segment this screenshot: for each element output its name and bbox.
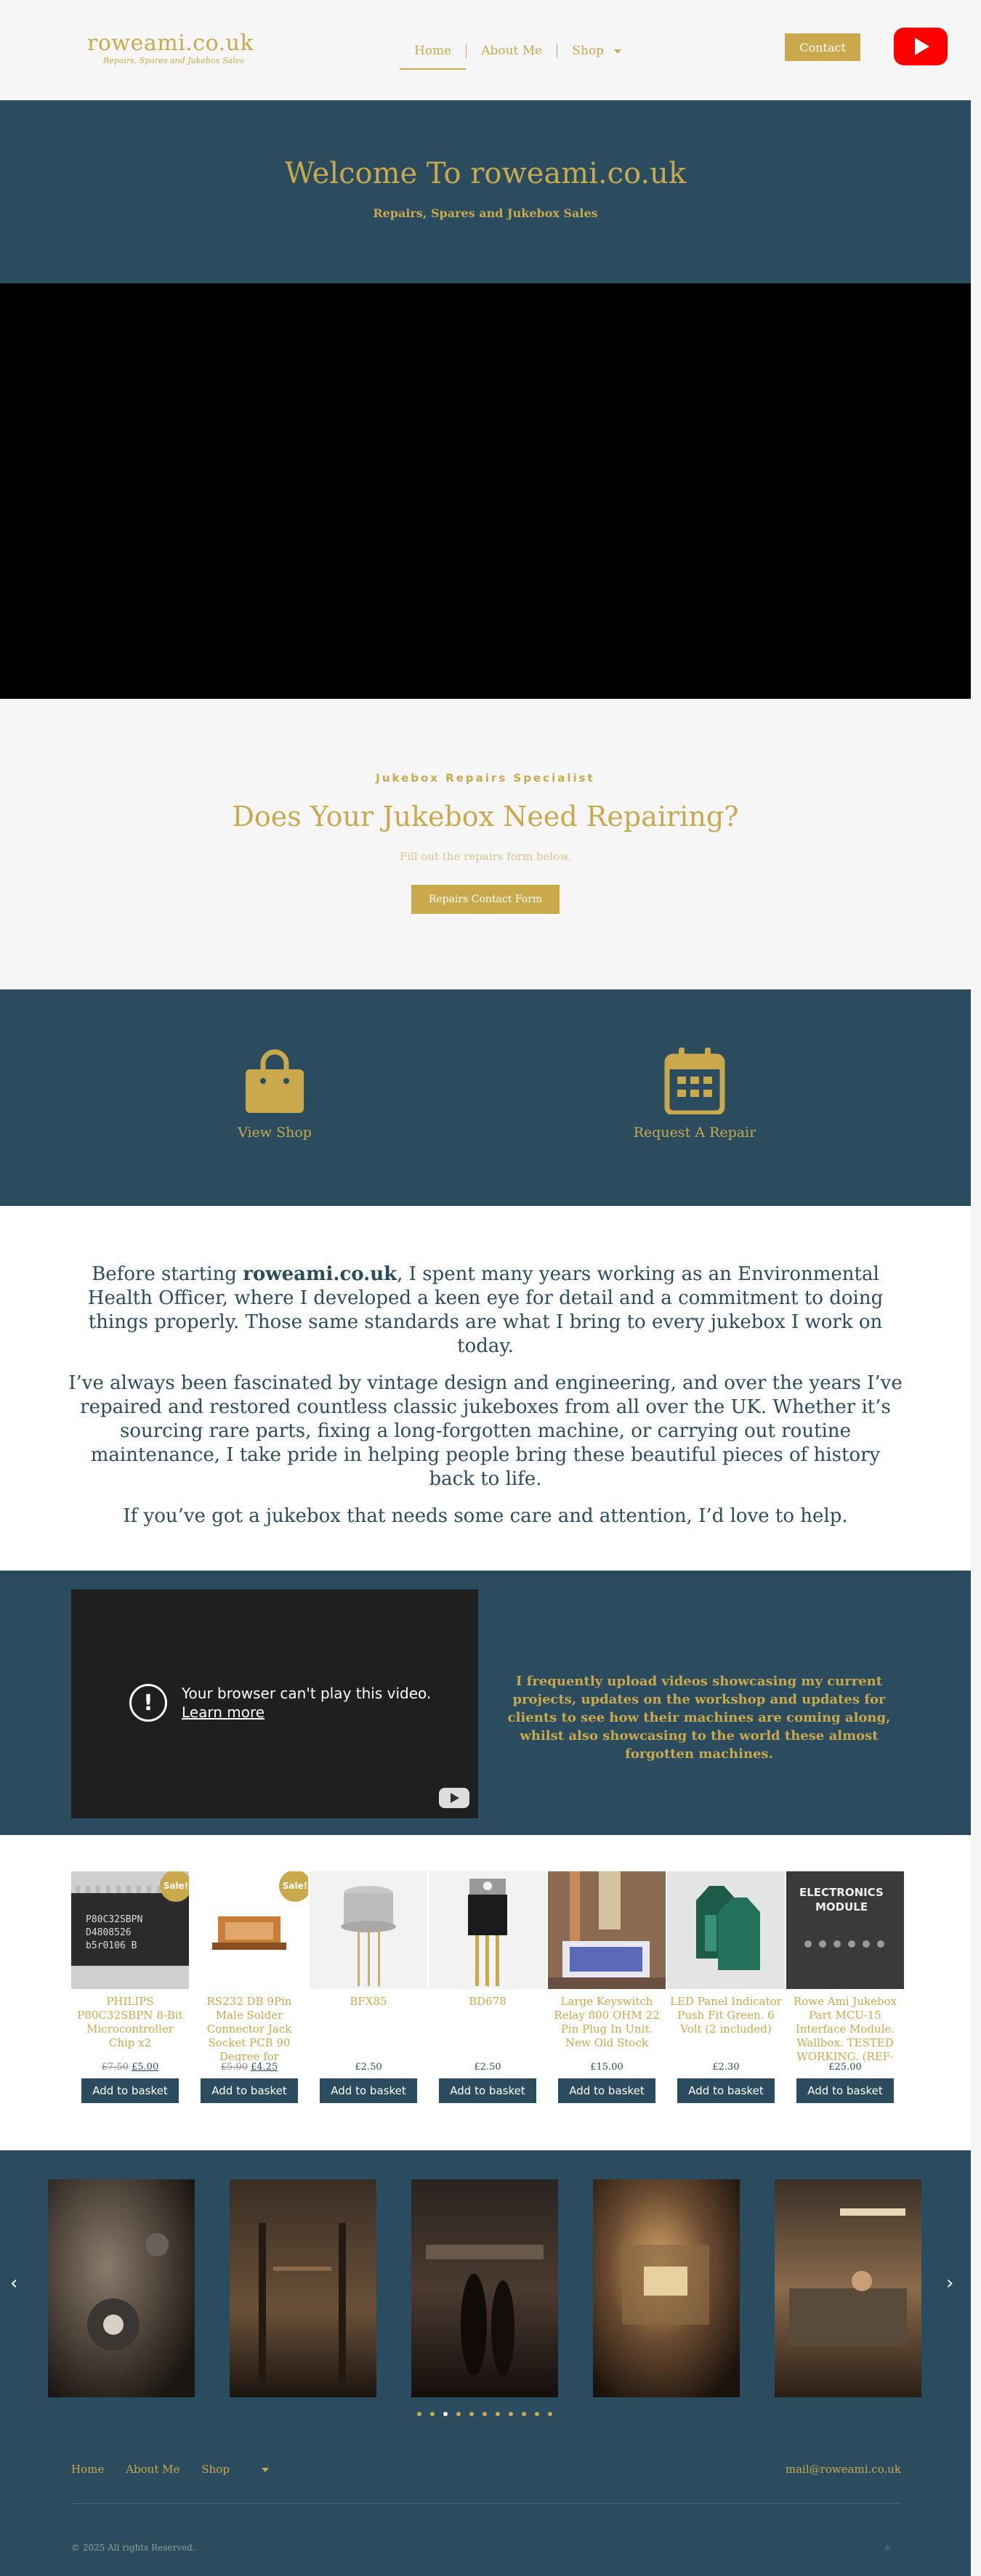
logo-name: roweami.co.uk [87, 31, 254, 56]
about-text: Before starting [92, 1263, 243, 1285]
product-price: £2.30 [712, 2062, 740, 2073]
footer-nav-shop-label: Shop [201, 2463, 230, 2476]
product-price: £25.00 [828, 2062, 862, 2073]
sale-badge: Sale! [279, 1871, 308, 1902]
product-name[interactable]: BFX85 [350, 1995, 387, 2008]
carousel-dot[interactable] [469, 2412, 474, 2416]
product-price [71, 2062, 189, 2073]
repairs-kicker: Jukebox Repairs Specialist [376, 771, 595, 785]
product-image[interactable] [71, 1871, 189, 1989]
product-name[interactable]: RS232 DB 9Pin Male Solder Connector Jack Socket PCB 90 Degree for [206, 1995, 292, 2062]
view-shop-link[interactable] [166, 1048, 384, 1141]
video-description: I frequently upload videos showcasing my current projects, updates on the workshop and updates for clients to see how their machines are coming along, whilst also showcasing to the world these almost forgotten machines. [507, 1674, 891, 1762]
gallery-photo[interactable] [775, 2179, 921, 2397]
alert-icon: ! [129, 1684, 167, 1722]
page-edge [971, 0, 981, 2576]
carousel-dot[interactable] [509, 2412, 513, 2416]
product-price: £2.50 [355, 2062, 382, 2073]
add-to-basket-button[interactable]: Add to basket [677, 2078, 775, 2103]
video-error [129, 1684, 431, 1722]
product-image[interactable] [310, 1871, 427, 1989]
footer-nav [71, 2463, 312, 2476]
gallery-photo[interactable] [411, 2179, 558, 2397]
add-to-basket-button[interactable]: Add to basket [558, 2078, 655, 2103]
nav-shop[interactable] [557, 44, 636, 58]
carousel-dot[interactable] [417, 2412, 421, 2416]
product-name[interactable]: PHILIPS P80C32SBPN 8-Bit Microcontroller Chip x2 [77, 1995, 183, 2049]
svg-text:b5r0106 B: b5r0106 B [86, 1940, 137, 1951]
request-repair-link[interactable] [586, 1048, 804, 1141]
carousel-next-button[interactable]: › [946, 2272, 954, 2294]
video-section [0, 1571, 971, 1835]
svg-text:ELECTRONICS: ELECTRONICS [799, 1886, 884, 1899]
learn-more-link[interactable]: Learn more [182, 1704, 265, 1721]
footer-nav-about[interactable]: About Me [126, 2463, 180, 2476]
chevron-down-icon [262, 2468, 269, 2472]
add-to-basket-button[interactable]: Add to basket [81, 2078, 179, 2103]
nav-shop-label: Shop [572, 44, 605, 58]
hero-section [0, 100, 971, 283]
product-price [190, 2062, 308, 2073]
main-nav [400, 44, 636, 58]
about-brand: roweami.co.uk [243, 1263, 397, 1285]
youtube-icon[interactable] [439, 1788, 469, 1808]
product-name[interactable]: Rowe Ami Jukebox Part MCU-15 Interface Module. Wallbox. TESTED WORKING. (REF- [793, 1995, 897, 2062]
play-icon [915, 38, 929, 55]
product-image[interactable] [429, 1871, 546, 1989]
youtube-icon[interactable] [894, 28, 948, 65]
carousel-dot[interactable] [522, 2412, 526, 2416]
old-price: £5.00 [220, 2062, 248, 2073]
about-paragraph-3: If you’ve got a jukebox that needs some care and attention, I’d love to help. [123, 1505, 848, 1527]
calendar-icon [664, 1048, 725, 1114]
product-card [786, 1871, 904, 2103]
carousel-prev-button[interactable]: ‹ [10, 2272, 18, 2294]
add-to-basket-button[interactable]: Add to basket [201, 2078, 298, 2103]
product-card [667, 1871, 785, 2103]
product-price: £15.00 [590, 2062, 623, 2073]
carousel-dot[interactable] [548, 2412, 552, 2416]
products-section [0, 1835, 971, 2150]
video-player[interactable] [71, 1589, 478, 1818]
footer-divider [71, 2503, 901, 2504]
site-header [0, 0, 971, 100]
old-price: £7.50 [101, 2062, 129, 2073]
repairs-section [0, 699, 971, 989]
shopping-bag-icon [244, 1048, 305, 1114]
svg-text:P80C32SBPN: P80C32SBPN [86, 1914, 143, 1925]
gallery-photo[interactable] [48, 2179, 195, 2397]
product-card [190, 1871, 308, 2103]
footer-nav-home[interactable]: Home [71, 2463, 105, 2476]
carousel-dot[interactable] [496, 2412, 500, 2416]
product-card [429, 1871, 546, 2103]
view-shop-label: View Shop [238, 1125, 312, 1141]
about-paragraph-2: I’ve always been fascinated by vintage design and engineering, and over the years I’ve repaired and restored countless classic jukeboxes from all over the UK. Whether it’s sourcing rare parts, fixing a long-forgotten machine, or carrying out routine maintenance, I take pride in helping people bring these beautiful pieces of history back to life. [68, 1372, 903, 1490]
product-card [548, 1871, 666, 2103]
quick-links [0, 989, 971, 1206]
svg-text:MODULE: MODULE [815, 1900, 868, 1913]
scroll-top-icon[interactable]: ▲ [884, 2541, 891, 2551]
carousel-dot[interactable] [430, 2412, 435, 2416]
product-image[interactable] [548, 1871, 666, 1989]
product-image[interactable] [190, 1871, 308, 1989]
repairs-title: Does Your Jukebox Need Repairing? [232, 801, 739, 833]
contact-button[interactable]: Contact [785, 33, 860, 61]
product-name[interactable]: LED Panel Indicator Push Fit Green. 6 Volt (2 included) [670, 1995, 782, 2036]
repairs-note: Fill out the repairs form below. [399, 850, 572, 863]
footer-email-link[interactable]: mail@roweami.co.uk [785, 2463, 901, 2476]
footer-copyright: © 2025 All rights Reserved. [71, 2543, 195, 2553]
nav-home[interactable]: Home [400, 44, 466, 58]
add-to-basket-button[interactable]: Add to basket [320, 2078, 417, 2103]
site-logo[interactable] [87, 31, 254, 65]
product-card [71, 1871, 189, 2103]
product-image[interactable] [786, 1871, 904, 1989]
product-name[interactable]: Large Keyswitch Relay 800 OHM 22 Pin Plug In Unit. New Old Stock [554, 1995, 660, 2049]
chevron-down-icon [614, 49, 621, 54]
about-paragraph-1 [68, 1263, 903, 1358]
sale-price: £5.00 [132, 2062, 159, 2073]
carousel-dots [417, 2412, 561, 2416]
about-text: , I spent many years working as an Environmental Health Officer, where I developed a keen eye for detail and a commitment to doing things properly. Those same standards are what I bring to every jukebox I work on today. [87, 1263, 884, 1357]
add-to-basket-button[interactable]: Add to basket [796, 2078, 894, 2103]
product-card [310, 1871, 427, 2103]
video-error-text: Your browser can't play this video. [182, 1685, 432, 1702]
nav-about[interactable]: About Me [481, 44, 543, 58]
svg-text:D4808526: D4808526 [86, 1927, 132, 1938]
logo-tagline: Repairs, Spares and Jukebox Sales [103, 56, 244, 65]
play-icon [451, 1793, 459, 1803]
sale-badge: Sale! [160, 1871, 189, 1902]
product-image[interactable] [667, 1871, 785, 1989]
repairs-contact-button[interactable]: Repairs Contact Form [411, 885, 560, 914]
product-price: £2.50 [474, 2062, 501, 2073]
hero-title: Welcome To roweami.co.uk [284, 157, 687, 190]
carousel-dot[interactable] [443, 2412, 448, 2416]
carousel-dot[interactable] [535, 2412, 539, 2416]
product-name[interactable]: BD678 [469, 1995, 506, 2008]
carousel-dot[interactable] [456, 2412, 461, 2416]
gallery-photo[interactable] [230, 2179, 376, 2397]
footer-nav-shop[interactable] [201, 2463, 291, 2476]
gallery-photo[interactable] [593, 2179, 740, 2397]
carousel-dot[interactable] [483, 2412, 487, 2416]
sale-price: £4.25 [251, 2062, 278, 2073]
request-repair-label: Request A Repair [633, 1125, 756, 1141]
site-footer [0, 2463, 971, 2576]
about-section [0, 1206, 971, 1571]
gallery-carousel [0, 2150, 971, 2463]
add-to-basket-button[interactable]: Add to basket [439, 2078, 536, 2103]
hero-video[interactable] [0, 283, 971, 699]
hero-subtitle: Repairs, Spares and Jukebox Sales [373, 206, 598, 220]
